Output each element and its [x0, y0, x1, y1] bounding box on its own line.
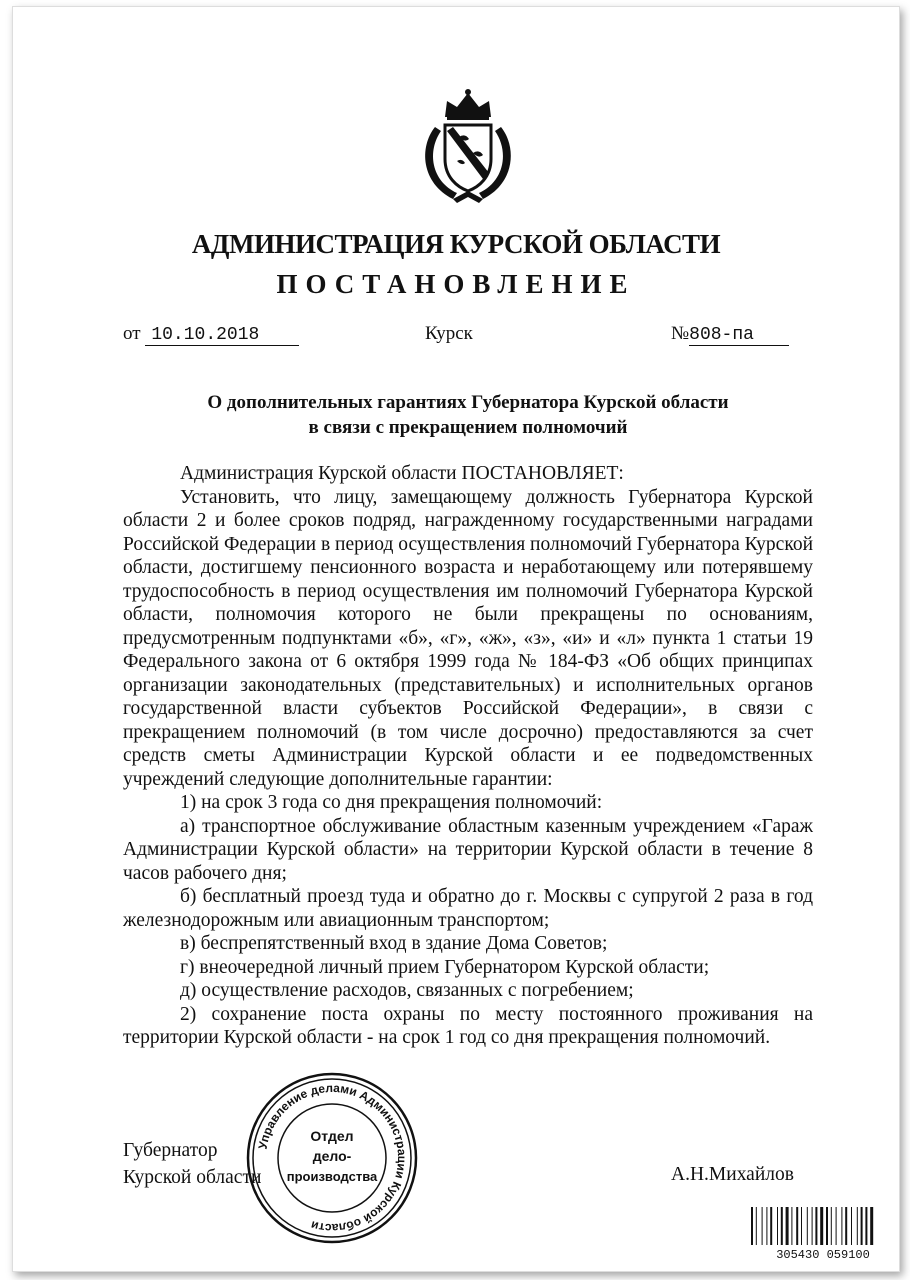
- seal-center-line: производства: [286, 1169, 378, 1184]
- barcode-bar: [801, 1207, 802, 1245]
- barcode-bar: [781, 1207, 783, 1245]
- signatory-title-line: Курской области: [123, 1167, 262, 1188]
- body-paragraph: 2) сохранение поста охраны по месту постоянного проживания на территории Курской области - на срок 1 год со дня прекращения полномочий.: [123, 1003, 813, 1048]
- date-prefix: от: [123, 323, 141, 344]
- document-number: 808-па: [689, 325, 789, 346]
- document-type-heading: ПОСТАНОВЛЕНИЕ: [276, 269, 636, 299]
- subject-line: в связи с прекращением полномочий: [308, 417, 628, 438]
- barcode-number: 305430 059100: [776, 1248, 870, 1261]
- barcode-bar: [791, 1207, 792, 1245]
- barcode-bar: [766, 1207, 767, 1245]
- issue-city: Курск: [425, 323, 473, 344]
- barcode-bar: [870, 1207, 873, 1245]
- barcode-bar: [756, 1207, 757, 1245]
- body-paragraph: д) осуществление расходов, связанных с погребением;: [180, 980, 634, 1001]
- barcode-bar: [841, 1207, 842, 1245]
- document-subject: [123, 390, 813, 440]
- barcode-bar: [770, 1207, 772, 1245]
- round-seal-icon: [243, 1069, 421, 1247]
- barcode-bar: [831, 1207, 832, 1245]
- document-page: [12, 6, 900, 1272]
- barcode-bar: [786, 1207, 789, 1245]
- body-paragraph: Администрация Курской области ПОСТАНОВЛЯЕТ:: [180, 463, 624, 484]
- signatory-title-line: Губернатор: [123, 1140, 218, 1161]
- barcode-bar: [777, 1207, 778, 1245]
- seal-ring-text: Управление делами Администрации Курской области: [255, 1080, 410, 1236]
- barcode-bar: [845, 1207, 847, 1245]
- barcode-bar: [796, 1207, 798, 1245]
- barcode-bar: [751, 1207, 753, 1245]
- barcode-bar: [851, 1207, 852, 1245]
- barcode-bar: [820, 1207, 823, 1245]
- body-paragraph: 1) на срок 3 года со дня прекращения полномочий:: [180, 792, 603, 813]
- organization-title: АДМИНИСТРАЦИЯ КУРСКОЙ ОБЛАСТИ: [191, 229, 721, 259]
- coat-of-arms-icon: [413, 87, 523, 207]
- barcode-bars: [751, 1207, 873, 1245]
- barcode-bar: [807, 1207, 808, 1245]
- seal-center-line: дело-: [312, 1148, 352, 1164]
- document-date: 10.10.2018: [145, 325, 299, 346]
- date-block: [123, 323, 299, 346]
- barcode-bar: [836, 1207, 837, 1245]
- signatory-title: [123, 1137, 261, 1191]
- barcode-bar: [826, 1207, 828, 1245]
- body-paragraph: б) бесплатный проезд туда и обратно до г. Москвы с супругой 2 раза в год железнодорожным или авиационным транспортом;: [123, 886, 813, 931]
- document-body: [123, 462, 813, 1050]
- subject-line: О дополнительных гарантиях Губернатора Курской области: [207, 392, 729, 413]
- number-prefix: №: [671, 323, 690, 344]
- body-paragraph: г) внеочередной личный прием Губернатором Курской области;: [180, 956, 710, 978]
- barcode-icon: [748, 1205, 898, 1261]
- seal-center-line: Отдел: [310, 1128, 354, 1144]
- body-paragraph: в) беспрепятственный вход в здание Дома Советов;: [180, 933, 608, 954]
- barcode-bar: [865, 1207, 867, 1245]
- barcode-bar: [815, 1207, 817, 1245]
- number-block: [671, 323, 789, 346]
- signatory-name: А.Н.Михайлов: [671, 1164, 794, 1185]
- barcode-bar: [857, 1207, 858, 1245]
- barcode-bar: [861, 1207, 863, 1245]
- barcode-bar: [762, 1207, 763, 1245]
- body-paragraph: а) транспортное обслуживание областным казенным учреждением «Гараж Администрации Курской области» на территории Курской области в течение 8 часов рабочего дня;: [123, 815, 813, 884]
- barcode-bar: [812, 1207, 813, 1245]
- body-paragraph: Установить, что лицу, замещающему должность Губернатора Курской области 2 и более сроков подряд, награжденному государственными наградами Российской Федерации в период осуществления полномочий Губернатора Курской области, достигшему пенсионного возраста и неработающему или потерявшему трудоспособность в период осуществления им полномочий Губернатора Курской области, полномочия которого не были прекращены по основаниям, предусмотренным подпунктами «б», «г», «ж», «з», «и» и «л» пункта 1 статьи 19 Федерального закона от 6 октября 1999 года № 184-ФЗ «Об общих принципах организации законодательных (представительных) и исполнительных органов государственной власти субъектов Российской Федерации», в связи с прекращением полномочий (в том числе досрочно) предоставляются за счет средств сметы Администрации Курской области и ее подведомственных учреждений следующие дополнительные гарантии:: [123, 486, 814, 790]
